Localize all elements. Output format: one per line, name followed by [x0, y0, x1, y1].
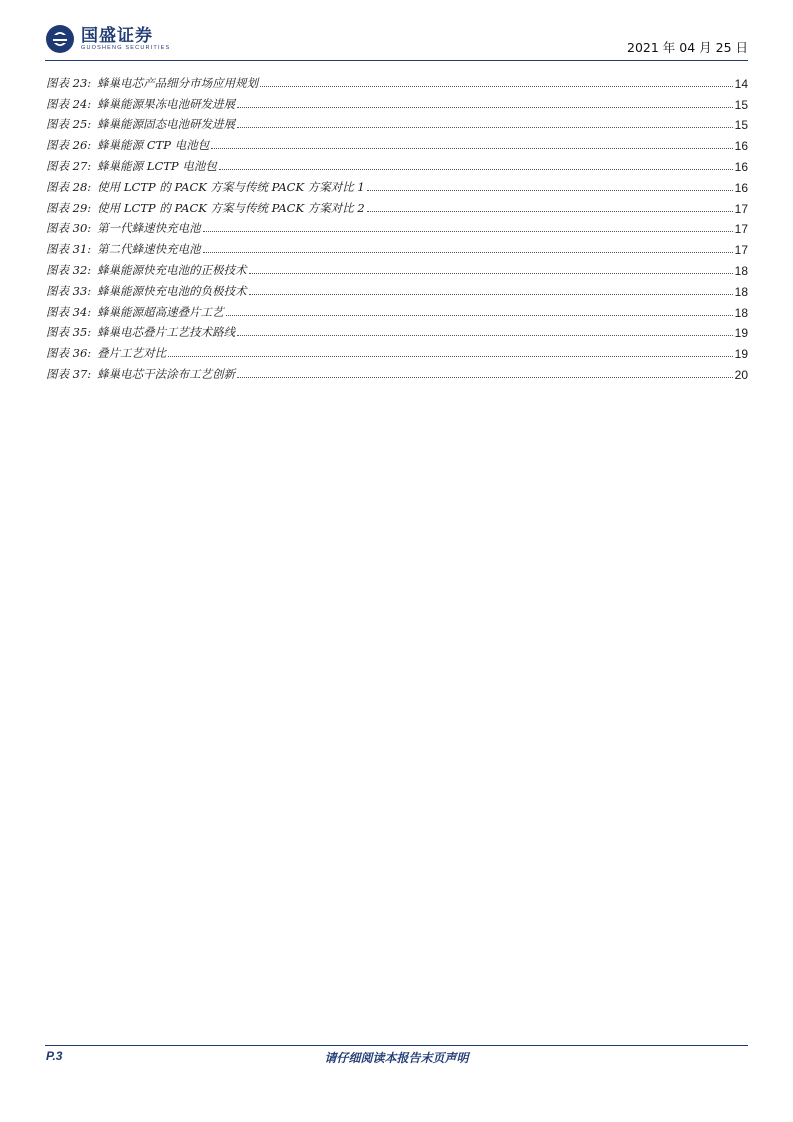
toc-leader-dots [249, 273, 733, 274]
toc-page-number: 17 [734, 243, 748, 258]
toc-figure-number: 图表 36: [46, 346, 92, 361]
toc-row[interactable] [46, 112, 748, 133]
toc-page-number: 17 [734, 201, 748, 216]
toc-leader-dots [168, 356, 732, 357]
toc-figure-title: 蜂巢能源 CTP 电池包 [97, 138, 210, 153]
toc-leader-dots [237, 107, 732, 108]
toc-entry-label [46, 158, 217, 174]
toc-leader-dots [367, 211, 733, 212]
toc-page-number: 16 [734, 159, 748, 174]
toc-figure-title: 蜂巢电芯产品细分市场应用规划 [97, 75, 259, 90]
disclaimer-note: 请仔细阅读本报告末页声明 [324, 1051, 469, 1065]
toc-page-number: 17 [734, 222, 748, 237]
toc-leader-dots [367, 190, 733, 191]
toc-page-number: 20 [734, 367, 748, 382]
toc-figure-title: 使用 LCTP 的 PACK 方案与传统 PACK 方案对比 2 [97, 200, 365, 215]
toc-figure-title: 第一代蜂速快充电池 [97, 221, 201, 236]
company-logo [45, 24, 170, 54]
logo-chinese-name: 国盛证券 [81, 25, 153, 46]
toc-entry-label [46, 283, 247, 299]
toc-figure-title: 第二代蜂速快充电池 [97, 242, 201, 257]
toc-row[interactable] [46, 195, 748, 216]
toc-figure-number: 图表 35: [46, 325, 92, 340]
toc-figure-number: 图表 28: [46, 179, 92, 194]
toc-figure-number: 图表 32: [46, 262, 92, 277]
toc-page-number: 18 [734, 263, 748, 278]
toc-figure-number: 图表 27: [46, 158, 92, 173]
toc-entry-label [46, 75, 258, 91]
toc-page-number: 18 [734, 284, 748, 299]
toc-row[interactable] [46, 278, 748, 299]
toc-row[interactable] [46, 153, 748, 174]
toc-entry-label [46, 220, 201, 236]
toc-figure-title: 蜂巢能源 LCTP 电池包 [97, 158, 217, 173]
toc-row[interactable] [46, 91, 748, 112]
toc-entry-label [46, 96, 235, 112]
toc-row[interactable] [46, 299, 748, 320]
toc-page-number: 19 [734, 326, 748, 341]
logo-english-name: GUOSHENG SECURITIES [81, 44, 171, 51]
toc-figure-title: 蜂巢能源超高速叠片工艺 [97, 304, 224, 319]
toc-figure-title: 叠片工艺对比 [97, 346, 167, 361]
toc-figure-title: 蜂巢能源果冻电池研发进展 [97, 96, 236, 111]
footer-divider [45, 1045, 748, 1046]
toc-row[interactable] [46, 320, 748, 341]
toc-leader-dots [203, 252, 733, 253]
toc-entry-label [46, 241, 201, 257]
toc-row[interactable] [46, 132, 748, 153]
header-divider [45, 60, 748, 61]
toc-leader-dots [219, 169, 733, 170]
toc-entry-label [46, 200, 365, 216]
toc-figure-number: 图表 30: [46, 221, 92, 236]
toc-entry-label [46, 179, 365, 195]
toc-page-number: 16 [734, 180, 748, 195]
toc-figure-number: 图表 37: [46, 366, 92, 381]
toc-figure-number: 图表 33: [46, 283, 92, 298]
toc-entry-label [46, 366, 235, 382]
toc-entry-label [46, 262, 247, 278]
page-header [45, 22, 748, 58]
toc-figure-number: 图表 25: [46, 117, 92, 132]
toc-entry-label [46, 137, 209, 153]
toc-entry-label [46, 324, 235, 340]
report-date: 2021 年 04 月 25 日 [627, 40, 748, 55]
toc-row[interactable] [46, 257, 748, 278]
toc-figure-number: 图表 29: [46, 200, 92, 215]
toc-figure-number: 图表 24: [46, 96, 92, 111]
toc-leader-dots [249, 294, 733, 295]
toc-figure-title: 蜂巢能源快充电池的负极技术 [97, 283, 247, 298]
toc-figure-number: 图表 23: [46, 75, 92, 90]
toc-figure-number: 图表 26: [46, 138, 92, 153]
figure-index [46, 70, 748, 382]
toc-leader-dots [237, 377, 732, 378]
toc-leader-dots [226, 315, 733, 316]
toc-figure-title: 使用 LCTP 的 PACK 方案与传统 PACK 方案对比 1 [97, 179, 365, 194]
toc-leader-dots [260, 86, 732, 87]
guosheng-logo-icon [45, 24, 75, 54]
toc-figure-title: 蜂巢电芯干法涂布工艺创新 [97, 366, 236, 381]
toc-figure-number: 图表 31: [46, 242, 92, 257]
toc-row[interactable] [46, 361, 748, 382]
toc-figure-number: 图表 34: [46, 304, 92, 319]
toc-page-number: 16 [734, 139, 748, 154]
toc-page-number: 18 [734, 305, 748, 320]
page-number: P.3 [46, 1049, 63, 1063]
toc-leader-dots [237, 127, 732, 128]
toc-row[interactable] [46, 236, 748, 257]
toc-leader-dots [237, 335, 732, 336]
toc-page-number: 15 [734, 118, 748, 133]
toc-figure-title: 蜂巢电芯叠片工艺技术路线 [97, 325, 236, 340]
toc-entry-label [46, 345, 166, 361]
toc-row[interactable] [46, 216, 748, 237]
toc-leader-dots [211, 148, 732, 149]
toc-figure-title: 蜂巢能源快充电池的正极技术 [97, 262, 247, 277]
toc-page-number: 14 [734, 76, 748, 91]
toc-row[interactable] [46, 340, 748, 361]
toc-figure-title: 蜂巢能源固态电池研发进展 [97, 117, 236, 132]
toc-row[interactable] [46, 70, 748, 91]
toc-page-number: 15 [734, 97, 748, 112]
toc-entry-label [46, 304, 224, 320]
toc-page-number: 19 [734, 347, 748, 362]
toc-leader-dots [203, 231, 733, 232]
toc-entry-label [46, 116, 235, 132]
toc-row[interactable] [46, 174, 748, 195]
